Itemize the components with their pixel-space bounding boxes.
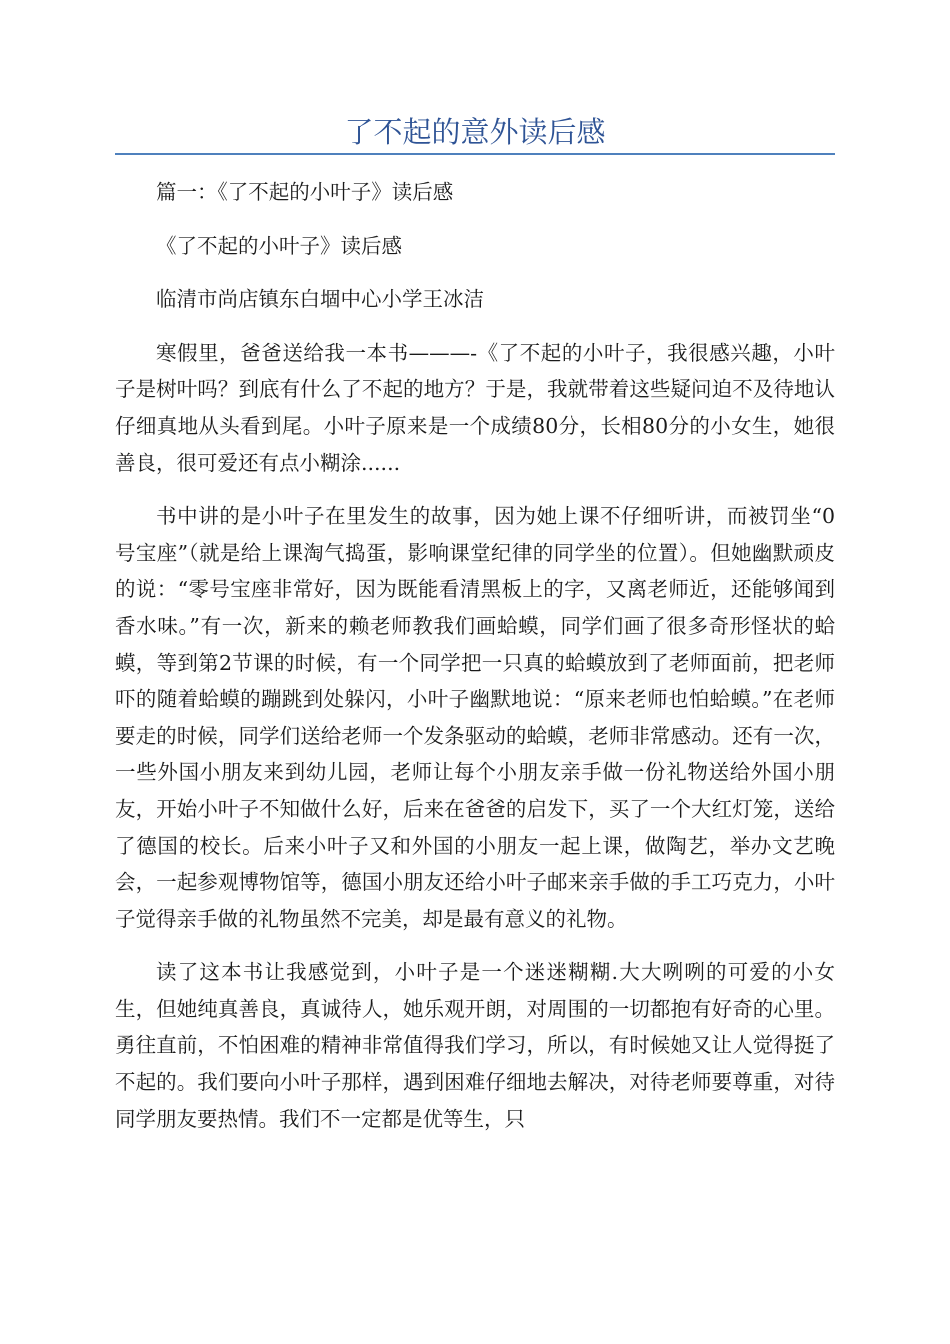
article-title: 《了不起的小叶子》读后感	[156, 233, 402, 258]
title-underline	[115, 153, 835, 155]
section-heading: 篇一：《了不起的小叶子》读后感	[156, 180, 454, 204]
document-body	[115, 174, 835, 1154]
document-title: 了不起的意外读后感	[344, 115, 606, 149]
author-line: 临清市尚店镇东白堌中心小学王冰洁	[156, 287, 484, 312]
paragraph-story: 书中讲的是小叶子在里发生的故事，因为她上课不仔细听讲，而被罚坐“0号宝座”（就是给上课淘气捣蛋，影响课堂纪律的同学坐的位置）。但她幽默顽皮的说：“零号宝座非常好，因为既能看清黑板上的字，又离老师近，还能够闻到香水味。”有一次，新来的赖老师教我们画蛤蟆，同学们画了很多奇形怪状的蛤蟆，等到第2节课的时候，有一个同学把一只真的蛤蟆放到了老师面前，把老师吓的随着蛤蟆的蹦跳到处躲闪，小叶子幽默地说：“原来老师也怕蛤蟆。”在老师要走的时候，同学们送给老师一个发条驱动的蛤蟆，老师非常感动。还有一次，一些外国小朋友来到幼儿园，老师让每个小朋友亲手做一份礼物送给外国小朋友，开始小叶子不知做什么好，后来在爸爸的启发下，买了一个大红灯笼，送给了德国的校长。后来小叶子又和外国的小朋友一起上课，做陶艺，举办文艺晚会，一起参观博物馆等，德国小朋友还给小叶子邮来亲手做的手工巧克力，小叶子觉得亲手做的礼物虽然不完美，却是最有意义的礼物。	[115, 504, 835, 931]
paragraph-reflection: 读了这本书让我感觉到，小叶子是一个迷迷糊糊.大大咧咧的可爱的小女生，但她纯真善良，真诚待人，她乐观开朗，对周围的一切都抱有好奇的心里。勇往直前，不怕困难的精神非常值得我们学习，所以，有时候她又让人觉得挺了不起的。我们要向小叶子那样，遇到困难仔细地去解决，对待老师要尊重，对待同学朋友要热情。我们不一定都是优等生，只	[115, 960, 835, 1131]
paragraph-intro: 寒假里，爸爸送给我一本书———-《了不起的小叶子，我很感兴趣，小叶子是树叶吗？到底有什么了不起的地方？于是，我就带着这些疑问迫不及待地认仔细真地从头看到尾。小叶子原来是一个成绩80分，长相80分的小女生，她很善良，很可爱还有点小糊涂......	[115, 340, 835, 475]
